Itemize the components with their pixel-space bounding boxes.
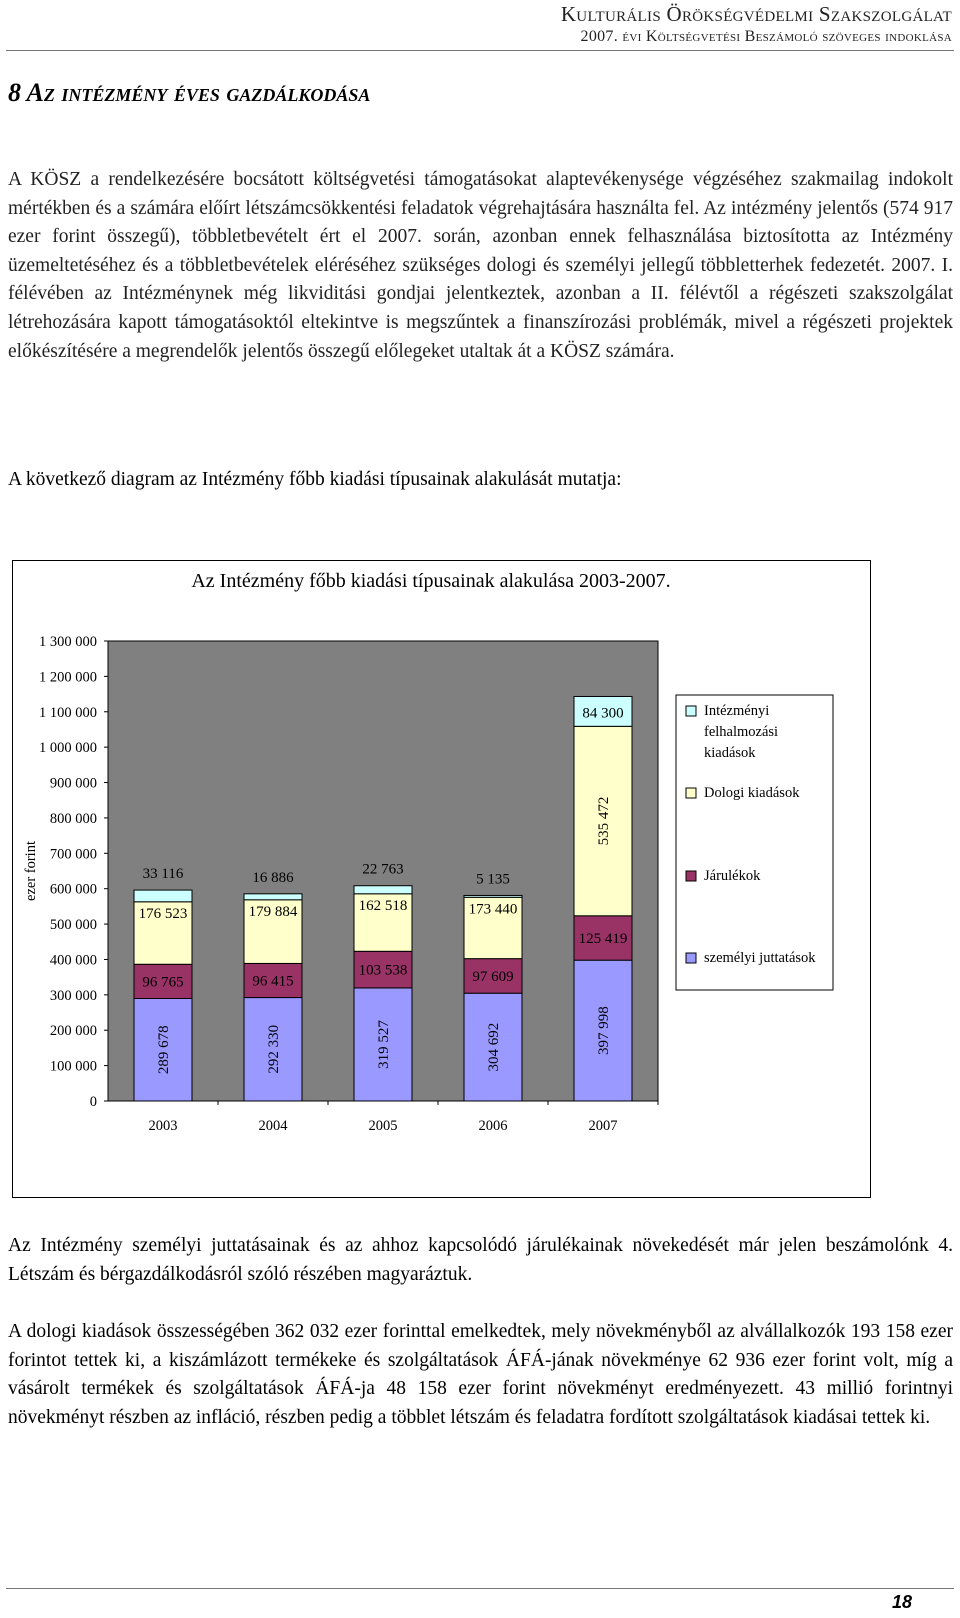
x-tick-label: 2003 (148, 1118, 178, 1134)
y-tick-label: 900 000 (49, 775, 97, 792)
data-label: 179 884 (248, 903, 298, 920)
data-label: 397 998 (596, 1006, 612, 1055)
legend-swatch (686, 953, 696, 963)
header-report-title: 2007. évi Költségvetési Beszámoló szöveges indoklása (580, 28, 952, 45)
data-label: 97 609 (472, 968, 514, 985)
bar-segment (134, 890, 192, 902)
expense-chart-svg (13, 561, 872, 1199)
header-divider (6, 50, 954, 51)
header-institution: Kulturális Örökségvédelmi Szakszolgálat (560, 2, 952, 26)
data-label: 319 527 (376, 1020, 392, 1069)
y-tick-label: 0 (89, 1094, 97, 1110)
data-label: 5 135 (476, 871, 510, 888)
y-tick-label: 600 000 (49, 881, 97, 898)
data-label: 535 472 (596, 796, 612, 846)
y-tick-label: 100 000 (49, 1058, 97, 1075)
data-label: 292 330 (266, 1024, 282, 1074)
y-tick-label: 700 000 (49, 846, 97, 863)
legend-label: Járulékok (704, 868, 761, 884)
data-label: 162 518 (358, 897, 408, 914)
page-number: 18 (891, 1592, 912, 1612)
bar-segment (354, 886, 412, 894)
y-tick-label: 500 000 (49, 917, 97, 934)
legend-swatch (686, 871, 696, 881)
legend-label: Dologi kiadások (704, 785, 800, 801)
data-label: 96 415 (252, 973, 294, 990)
y-axis-title: ezer forint (23, 841, 39, 901)
x-tick-label: 2006 (478, 1118, 508, 1134)
paragraph-chart-intro: A következő diagram az Intézmény főbb kiadási típusainak alakulását mutatja: (8, 469, 622, 490)
data-label: 125 419 (578, 930, 628, 947)
footer-divider (6, 1588, 954, 1589)
x-tick-label: 2005 (368, 1118, 398, 1134)
bar-segment (464, 895, 522, 897)
data-label: 84 300 (582, 705, 624, 722)
legend-label: személyi juttatások (704, 950, 816, 966)
y-tick-label: 200 000 (49, 1023, 97, 1040)
y-tick-label: 1 200 000 (39, 669, 97, 686)
data-label: 304 692 (486, 1022, 502, 1072)
y-tick-label: 1 000 000 (39, 740, 97, 757)
expense-chart (12, 560, 871, 1198)
x-tick-label: 2004 (258, 1118, 288, 1134)
y-tick-label: 1 100 000 (39, 704, 97, 721)
legend-swatch (686, 706, 696, 716)
data-label: 173 440 (468, 901, 518, 918)
paragraph-intro: A KÖSZ a rendelkezésére bocsátott költségvetési támogatásokat alaptevékenysége végzéséhez szakmailag indokolt mértékben és a számára előírt létszámcsökkentési feladatok végrehajtására használta fel. Az intézmény jelentős (574 917 ezer forint összegű), többletbevételt ért el 2007. során, azonban ennek felhasználása biztosította az Intézmény üzemeltetéséhez és a többletbevételek eléréséhez szükséges dologi és személyi jellegű többletterhek fedezetét. 2007. I. félévében az Intézménynek még likviditási gondjai jelentkeztek, azonban a II. félévtől a régészeti szakszolgálat létrehozására kapott támogatásoktól eltekintve is megszűntek a finanszírozási problémák, mivel a régészeti projektek előkészítésére a megrendelők jelentős összegű előlegeket utaltak át a KÖSZ számára. (8, 169, 953, 362)
data-label: 16 886 (252, 869, 294, 886)
x-tick-label: 2007 (588, 1118, 618, 1134)
y-tick-label: 300 000 (49, 987, 97, 1004)
data-label: 33 116 (142, 866, 184, 883)
chart-title: Az Intézmény főbb kiadási típusainak alakulása 2003-2007. (191, 570, 671, 592)
paragraph-material-costs: A dologi kiadások összességében 362 032 ezer forinttal emelkedtek, mely növekményből az alvállalkozók 193 158 ezer forintot tettek ki, a kiszámlázott termékeke és szolgáltatások ÁFÁ-jának növekménye 62 936 ezer forint volt, míg a vásárolt termékek és szolgáltatások ÁFÁ-ja 48 158 ezer forint növekményt eredményezett. 43 millió forintnyi növekményt részben az infláció, részben pedig a többlet létszám és feladatra fordított szolgáltatások kiadásai tettek ki. (8, 1321, 953, 1428)
legend-swatch (686, 788, 696, 798)
paragraph-personnel: Az Intézmény személyi juttatásainak és az ahhoz kapcsolódó járulékainak növekedését már jelen beszámolónk 4. Létszám és bérgazdálkodásról szóló részében magyaráztuk. (8, 1235, 953, 1285)
bar-segment (244, 894, 302, 900)
data-label: 22 763 (362, 861, 404, 878)
data-label: 96 765 (142, 974, 184, 991)
section-title: 8 Az intézmény éves gazdálkodása (8, 78, 371, 107)
legend-label: Intézményi felhalmozási kiadások (704, 703, 779, 761)
y-tick-label: 800 000 (49, 810, 97, 827)
data-label: 103 538 (358, 962, 408, 979)
data-label: 289 678 (156, 1025, 172, 1075)
y-tick-label: 400 000 (49, 952, 97, 969)
y-tick-label: 1 300 000 (39, 634, 97, 650)
data-label: 176 523 (138, 905, 188, 922)
